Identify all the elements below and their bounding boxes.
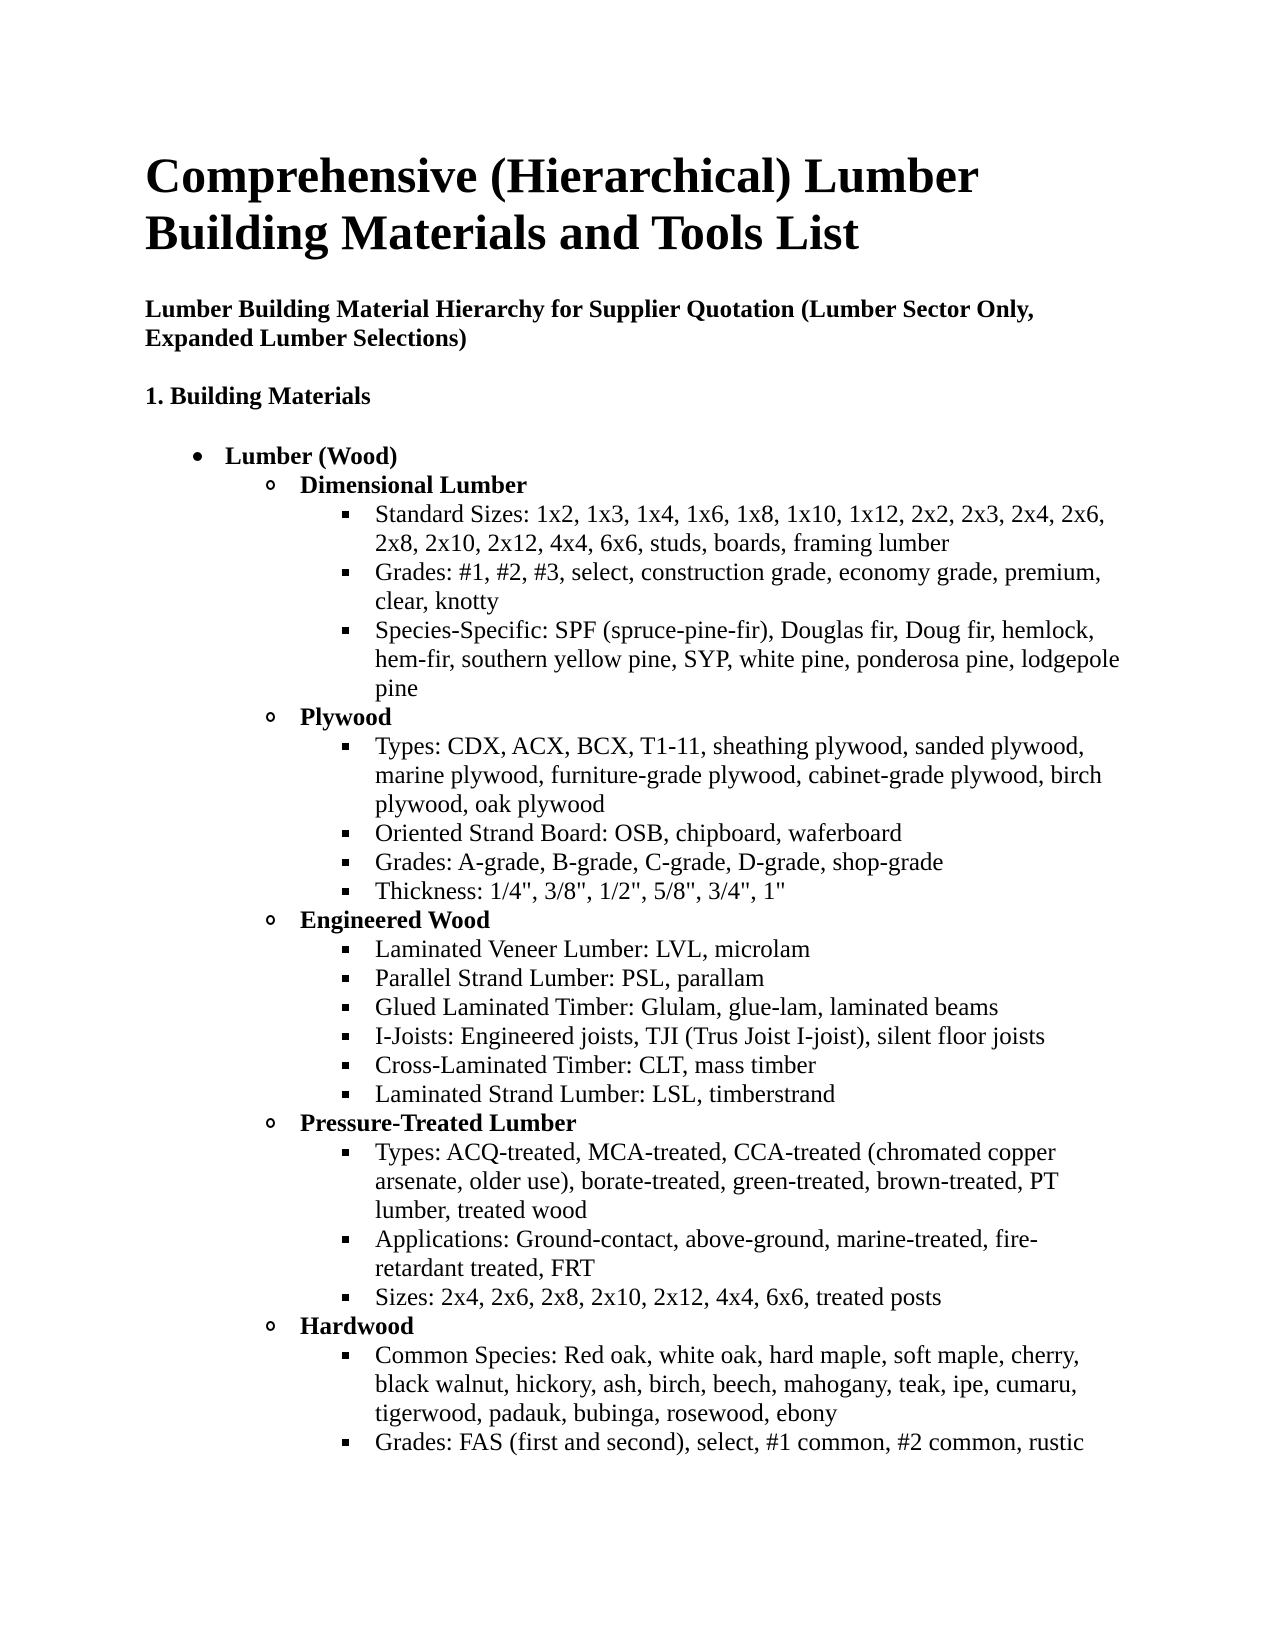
list-item	[145, 1341, 1125, 1428]
square-bullet-icon	[342, 1352, 349, 1359]
circle-bullet-icon	[266, 480, 275, 490]
list-item-text: Parallel Strand Lumber: PSL, parallam	[375, 965, 765, 992]
circle-bullet-icon	[266, 1118, 275, 1128]
list-item-text: Grades: A-grade, B-grade, C-grade, D-grade, shop-grade	[375, 849, 944, 876]
square-bullet-icon	[342, 627, 349, 634]
list-item	[145, 993, 1125, 1022]
list-item-text: Glued Laminated Timber: Glulam, glue-lam, laminated beams	[375, 994, 999, 1021]
document-subtitle: Lumber Building Material Hierarchy for Supplier Quotation (Lumber Sector Only, Expanded Lumber Selections)	[145, 296, 1034, 352]
list-item	[145, 935, 1125, 964]
list-item	[145, 1428, 1125, 1457]
disc-bullet-icon	[193, 452, 202, 461]
list-item	[145, 558, 1125, 616]
circle-bullet-icon	[266, 1321, 275, 1331]
list-item	[145, 500, 1125, 558]
square-bullet-icon	[342, 830, 349, 837]
list-item	[145, 1080, 1125, 1109]
square-bullet-icon	[342, 859, 349, 866]
square-bullet-icon	[342, 1149, 349, 1156]
list-item	[145, 442, 1125, 471]
list-item-text: Laminated Strand Lumber: LSL, timberstrand	[375, 1081, 836, 1108]
list-item-text: Dimensional Lumber	[300, 472, 528, 499]
list-item	[145, 877, 1125, 906]
list-item	[145, 732, 1125, 819]
square-bullet-icon	[342, 1091, 349, 1098]
square-bullet-icon	[342, 1236, 349, 1243]
list-item-text: Sizes: 2x4, 2x6, 2x8, 2x10, 2x12, 4x4, 6x6, treated posts	[375, 1284, 942, 1311]
list-item-text: Laminated Veneer Lumber: LVL, microlam	[375, 936, 811, 963]
list-item-text: Pressure-Treated Lumber	[300, 1110, 577, 1137]
square-bullet-icon	[342, 1294, 349, 1301]
list-item	[145, 471, 1125, 500]
square-bullet-icon	[342, 1004, 349, 1011]
list-item	[145, 1022, 1125, 1051]
list-item-text: Cross-Laminated Timber: CLT, mass timber	[375, 1052, 816, 1079]
square-bullet-icon	[342, 888, 349, 895]
list-item-text: Types: CDX, ACX, BCX, T1-11, sheathing plywood, sanded plywood, marine plywood, furniture-grade plywood, cabinet-grade plywood, birch plywood, oak plywood	[375, 733, 1102, 818]
list-item-text: Engineered Wood	[300, 907, 491, 934]
list-item	[145, 703, 1125, 732]
square-bullet-icon	[342, 975, 349, 982]
list-item-text: Applications: Ground-contact, above-ground, marine-treated, fire-retardant treated, FRT	[375, 1226, 1038, 1282]
list-item-text: I-Joists: Engineered joists, TJI (Trus Joist I-joist), silent floor joists	[375, 1023, 1046, 1050]
square-bullet-icon	[342, 743, 349, 750]
square-bullet-icon	[342, 946, 349, 953]
square-bullet-icon	[342, 569, 349, 576]
list-item	[145, 1109, 1125, 1138]
square-bullet-icon	[342, 1033, 349, 1040]
list-item	[145, 964, 1125, 993]
list-item-text: Standard Sizes: 1x2, 1x3, 1x4, 1x6, 1x8, 1x10, 1x12, 2x2, 2x3, 2x4, 2x6, 2x8, 2x10, 2x12, 4x4, 6x6, studs, boards, framing lumber	[375, 501, 1105, 557]
circle-bullet-icon	[266, 712, 275, 722]
bullet-list	[145, 442, 1125, 1457]
list-item	[145, 819, 1125, 848]
square-bullet-icon	[342, 1062, 349, 1069]
list-item-text: Oriented Strand Board: OSB, chipboard, waferboard	[375, 820, 902, 847]
list-item	[145, 906, 1125, 935]
square-bullet-icon	[342, 511, 349, 518]
square-bullet-icon	[342, 1439, 349, 1446]
list-item	[145, 1138, 1125, 1225]
list-item-text: Species-Specific: SPF (spruce-pine-fir), Douglas fir, Doug fir, hemlock, hem-fir, southern yellow pine, SYP, white pine, ponderosa pine, lodgepole pine	[375, 617, 1120, 702]
section-heading: 1. Building Materials	[145, 383, 371, 410]
list-item-text: Types: ACQ-treated, MCA-treated, CCA-treated (chromated copper arsenate, older use), borate-treated, green-treated, brown-treated, PT lumber, treated wood	[375, 1139, 1059, 1224]
list-item	[145, 616, 1125, 703]
document-title: Comprehensive (Hierarchical) Lumber Building Materials and Tools List	[145, 147, 979, 260]
list-item-text: Grades: FAS (first and second), select, #1 common, #2 common, rustic	[375, 1429, 1085, 1456]
list-item-text: Thickness: 1/4", 3/8", 1/2", 5/8", 3/4", 1"	[375, 878, 786, 905]
list-item	[145, 1225, 1125, 1283]
list-item	[145, 848, 1125, 877]
list-item-text: Plywood	[300, 704, 392, 731]
list-item-text: Common Species: Red oak, white oak, hard maple, soft maple, cherry, black walnut, hickory, ash, birch, beech, mahogany, teak, ipe, cumaru, tigerwood, padauk, bubinga, rosewood, ebony	[375, 1342, 1080, 1427]
list-item	[145, 1312, 1125, 1341]
list-item	[145, 1283, 1125, 1312]
list-item-text: Hardwood	[300, 1313, 414, 1340]
circle-bullet-icon	[266, 915, 275, 925]
list-item	[145, 1051, 1125, 1080]
list-item-text: Lumber (Wood)	[225, 443, 398, 470]
list-item-text: Grades: #1, #2, #3, select, construction grade, economy grade, premium, clear, knotty	[375, 559, 1102, 615]
